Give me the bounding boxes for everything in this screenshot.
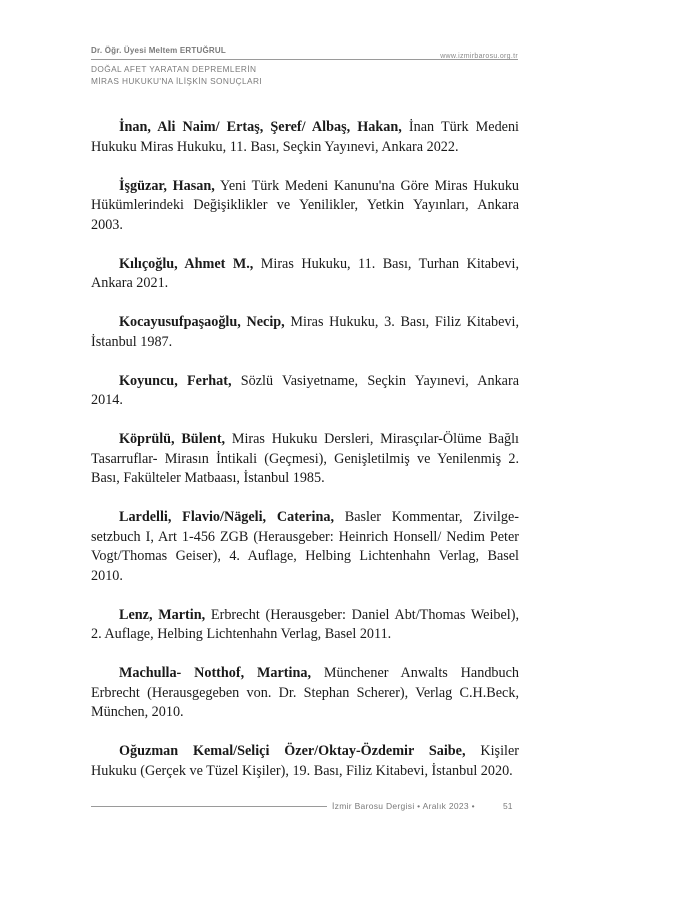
entry-text: Basler Kommentar, Zivilgesetzbuch I, Art 1-456 ZGB (Herausgeber: Heinrich Honsell/ Nedim Peter Vogt/Thomas Geiser), 4. Auflage, Helbing Lichtenhahn Verlag, Basel 2010. [91, 509, 520, 584]
bibliography-entry [91, 118, 519, 157]
bibliography-entry [91, 430, 519, 489]
bibliography-entry [91, 313, 519, 352]
entry-text: İnan Türk Medeni Hukuku Miras Hukuku, 11. Bası, Seçkin Yayınevi, Ankara 2022. [91, 119, 519, 155]
entry-author: Kılıçoğlu, Ahmet M., [119, 255, 254, 272]
bibliography-entry [91, 606, 519, 645]
header-author: Dr. Öğr. Üyesi Meltem ERTUĞRUL [91, 46, 226, 55]
entry-text: Erbrecht (Herausgeber: Daniel Abt/Thomas Weibel), 2. Auflage, Helbing Lichtenhahn Verlag, Basel 2011. [91, 606, 519, 642]
header-title-line-2: MİRAS HUKUKU'NA İLİŞKİN SONUÇLARI [91, 76, 263, 86]
entry-author: Kocayusufpaşaoğlu, Necip, [119, 314, 285, 330]
footer-divider [91, 806, 327, 807]
entry-author: Lardelli, Flavio/Nägeli, Caterina, [119, 509, 335, 525]
header-title-line-1: DOĞAL AFET YARATAN DEPREMLERİN [91, 64, 257, 74]
header-url: www.izmirbarosu.org.tr [440, 53, 518, 60]
entry-text: Münchener Anwalts Handbuch Erbrecht (Herausgegeben von. Dr. Stephan Scherer), Verlag C.H.Beck, München, 2010. [91, 665, 519, 720]
entry-author: Lenz, Martin, [119, 606, 206, 623]
bibliography-entry [91, 508, 519, 586]
entry-text: Miras Hukuku, 3. Bası, Filiz Kitabevi, İstanbul 1987. [91, 314, 520, 350]
header-divider [91, 59, 518, 60]
header-article-title [91, 63, 262, 87]
entry-text: Miras Hukuku, 11. Bası, Turhan Kitabevi, Ankara 2021. [91, 255, 519, 291]
bibliography [91, 118, 519, 801]
entry-author: İnan, Ali Naim/ Ertaş, Şeref/ Albaş, Hakan, [119, 119, 402, 135]
entry-text: Yeni Türk Medeni Kanunu'na Göre Miras Hukuku Hükümlerindeki Değişiklikler ve Yenilikler, Yetkin Yayınları, Ankara 2003. [91, 177, 520, 233]
entry-author: Köprülü, Bülent, [119, 431, 226, 447]
footer-journal: İzmir Barosu Dergisi • Aralık 2023 • [332, 801, 475, 811]
bibliography-entry [91, 177, 519, 236]
bibliography-entry [91, 255, 519, 294]
bibliography-entry [91, 742, 519, 781]
entry-author: İşgüzar, Hasan, [119, 177, 215, 194]
bibliography-entry [91, 372, 519, 411]
entry-text: Miras Hukuku Dersleri, Mirasçılar-Ölüme Bağlı Tasarruflar- Mirasın İntikali (Geçmesi), Genişletilmiş ve Yenilenmiş 2. Bası, Fakülteler Matbaası, İstanbul 1985. [91, 431, 519, 486]
entry-text: Kişiler Hukuku (Gerçek ve Tüzel Kişiler), 19. Bası, Filiz Kitabevi, İstanbul 2020. [91, 743, 519, 779]
entry-author: Machulla- Notthof, Martina, [119, 665, 311, 681]
entry-author: Oğuzman Kemal/Seliçi Özer/Oktay-Özdemir Saibe, [119, 743, 466, 759]
page-number: 51 [503, 801, 513, 811]
entry-text: Sözlü Vasiyetname, Seçkin Yayınevi, Ankara 2014. [91, 372, 519, 408]
bibliography-entry [91, 664, 519, 723]
entry-author: Koyuncu, Ferhat, [119, 372, 232, 389]
